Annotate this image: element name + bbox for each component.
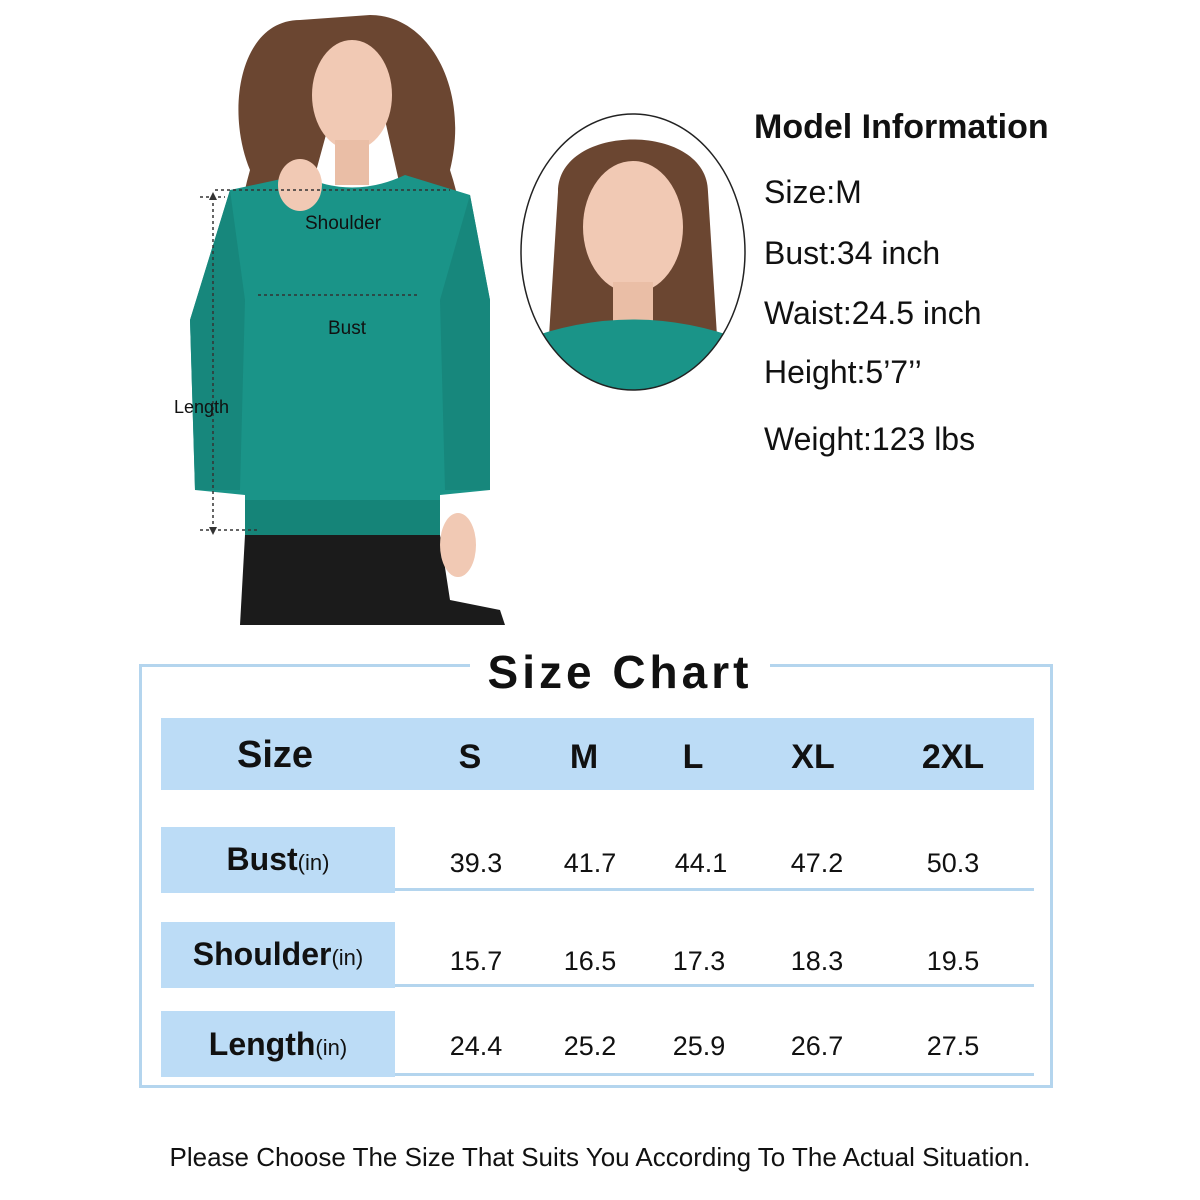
length-value-xl: 26.7	[790, 1031, 844, 1061]
size-col-xl: XL	[791, 738, 835, 776]
length-row-divider	[395, 1073, 1034, 1076]
model-portrait-image	[518, 112, 748, 392]
length-row-label	[161, 1011, 395, 1077]
shoulder-row-divider	[395, 984, 1034, 987]
shoulder-value-xl: 18.3	[790, 946, 844, 976]
shoulder-label: Shoulder	[305, 213, 382, 234]
model-bust: Bust:34 inch	[764, 235, 941, 271]
model-height: Height:5’7’’	[764, 354, 922, 390]
length-value-s: 24.4	[449, 1031, 503, 1061]
size-col-2xl: 2XL	[921, 738, 985, 776]
length-value-l: 25.9	[672, 1031, 726, 1061]
shoulder-value-l: 17.3	[672, 946, 726, 976]
bust-value-xl: 47.2	[790, 848, 844, 878]
size-header-label: Size	[236, 734, 314, 776]
size-col-l: L	[682, 738, 704, 776]
shoulder-value-m: 16.5	[563, 946, 617, 976]
size-col-s: S	[458, 738, 482, 776]
shoulder-value-s: 15.7	[449, 946, 503, 976]
bust-value-s: 39.3	[449, 848, 503, 878]
size-col-m: M	[569, 738, 599, 776]
bust-label: Bust	[328, 318, 367, 339]
shoulder-value-2xl: 19.5	[926, 946, 980, 976]
bust-row-unit: (in)	[297, 850, 330, 875]
model-figure-image	[150, 0, 530, 630]
model-size: Size:M	[764, 174, 862, 210]
shoulder-row-unit: (in)	[331, 945, 364, 970]
length-label: Length	[174, 397, 230, 417]
model-weight: Weight:123 lbs	[764, 421, 976, 457]
size-advice-footnote: Please Choose The Size That Suits You According To The Actual Situation.	[169, 1142, 1031, 1172]
length-row-unit: (in)	[315, 1035, 348, 1060]
bust-value-l: 44.1	[674, 848, 728, 878]
bust-row-name: Bust	[226, 841, 298, 877]
bust-value-m: 41.7	[563, 848, 617, 878]
length-value-2xl: 27.5	[926, 1031, 980, 1061]
model-waist: Waist:24.5 inch	[764, 295, 982, 331]
bust-row-divider	[395, 888, 1034, 891]
length-row-name: Length	[208, 1026, 316, 1062]
length-value-m: 25.2	[563, 1031, 617, 1061]
shoulder-row-label	[161, 922, 395, 988]
shoulder-row-name: Shoulder	[192, 936, 332, 972]
bust-row-label	[161, 827, 395, 893]
size-chart-title: Size Chart	[470, 640, 770, 700]
model-info-title: Model Information	[754, 108, 1049, 146]
face-shape	[312, 40, 392, 150]
bust-value-2xl: 50.3	[926, 848, 980, 878]
